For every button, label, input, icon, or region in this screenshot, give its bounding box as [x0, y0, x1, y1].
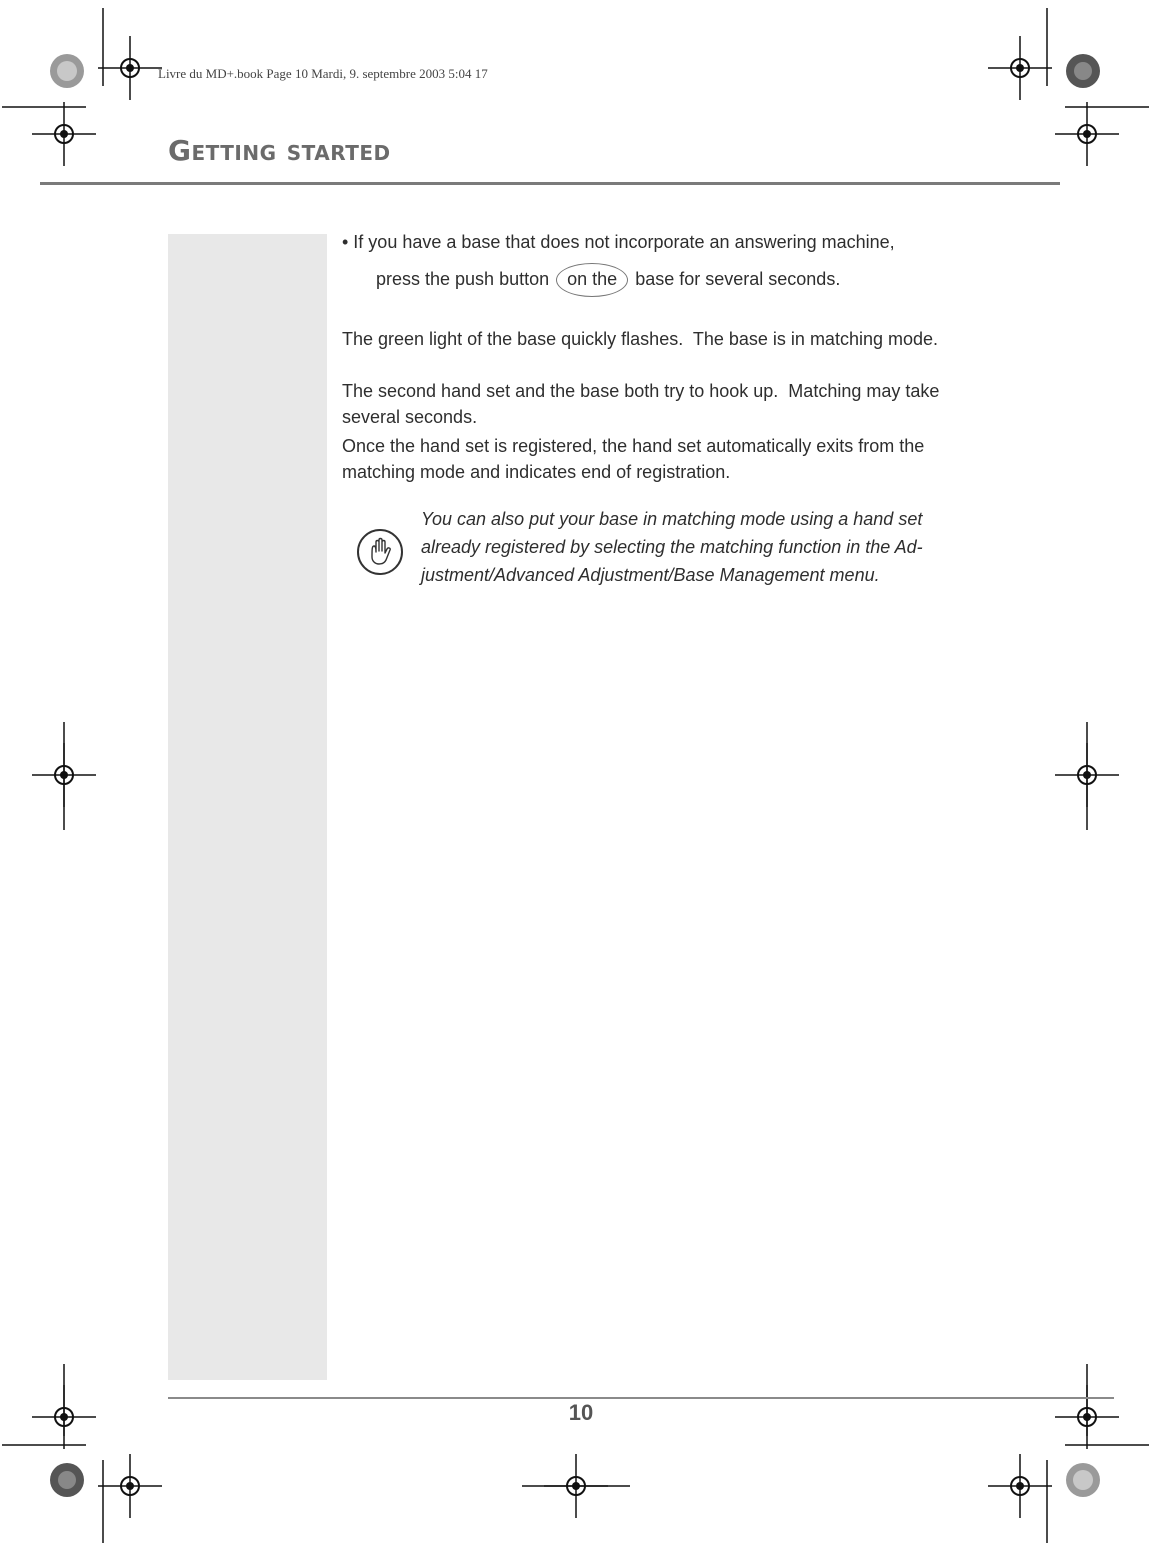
bullet-text-before: press the push button [376, 269, 550, 289]
bullet-line-1: • If you have a base that does not incorporate an answering machine, [342, 232, 895, 252]
paragraph-green-light: The green light of the base quickly flashes. The base is in matching mode. [342, 329, 939, 349]
crosshair-mark [32, 102, 96, 166]
push-button-illustration: on the [556, 263, 628, 297]
bullet-text-after: base for several seconds. [635, 269, 841, 289]
section-title: Getting started [168, 134, 391, 167]
page-number: 10 [568, 1400, 594, 1425]
registration-dial-top-left [50, 54, 84, 88]
crosshair-mark [98, 1454, 162, 1518]
registration-dial-bottom-right [1066, 1463, 1100, 1497]
print-slug: Livre du MD+.book Page 10 Mardi, 9. septembre 2003 5:04 17 [158, 66, 488, 81]
note-text: You can also put your base in matching mode using a hand set already registered by selecting the matching function in the Ad- justment/Advanced Adjustment/Base Management menu. [421, 509, 923, 585]
paragraph-hook-up: The second hand set and the base both try to hook up. Matching may take several seconds. [342, 381, 940, 427]
crosshair-mark [988, 36, 1052, 100]
sidebar-band [168, 234, 327, 1380]
registration-dial-bottom-left [50, 1463, 84, 1497]
crosshair-mark [988, 1454, 1052, 1518]
paragraph-registered: Once the hand set is registered, the hand set automatically exits from the matching mode and indicates end of registration. [342, 436, 925, 482]
header-rule [40, 182, 1060, 185]
footer-rule [168, 1397, 1114, 1399]
hand-icon [355, 527, 405, 577]
registration-dial-top-right [1066, 54, 1100, 88]
crosshair-mark [98, 36, 162, 100]
bullet-line-2 [376, 263, 840, 297]
crosshair-mark [1055, 102, 1119, 166]
